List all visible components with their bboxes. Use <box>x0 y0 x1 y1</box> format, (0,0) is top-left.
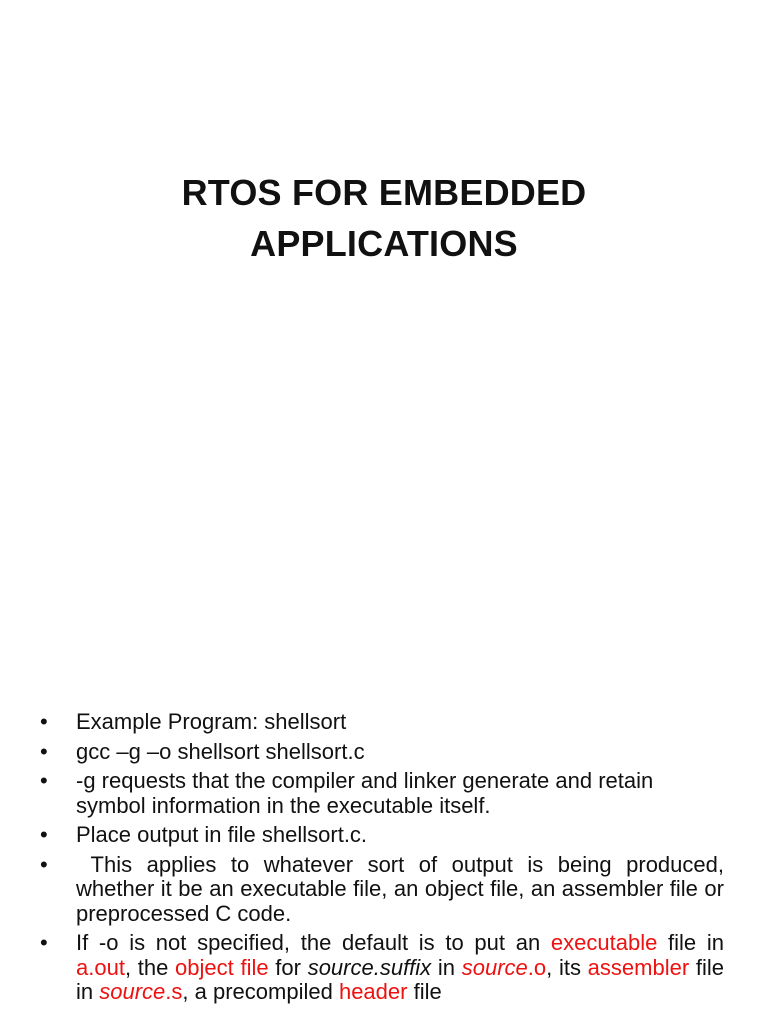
bullet-dot-icon: • <box>40 930 48 955</box>
slide-title <box>0 167 768 269</box>
bullet-item <box>40 851 731 927</box>
text-run: file <box>407 979 442 1004</box>
bullet-item <box>40 769 724 818</box>
highlight-header: header <box>338 979 408 1004</box>
highlight-source-2: source <box>99 979 166 1004</box>
text-run: , its <box>546 954 588 980</box>
bullet-text: -g requests that the compiler and linker generate and retain symbol information in the executable itself. <box>76 768 654 818</box>
bullet-dot-icon: • <box>40 768 48 793</box>
text-run: file in <box>76 954 724 1004</box>
bullet-text: Place output in file shellsort.c. <box>76 822 368 847</box>
text-run: in <box>431 954 462 980</box>
highlight-source: source <box>461 954 528 980</box>
highlight-dot-s: .s <box>165 979 183 1004</box>
bullet-dot-icon: • <box>40 822 48 847</box>
bullet-text: gcc –g –o shellsort shellsort.c <box>76 738 365 764</box>
bullet-item <box>40 710 724 735</box>
text-run: for <box>268 954 308 980</box>
highlight-assembler: assembler <box>587 954 690 980</box>
title-line-2: APPLICATIONS <box>250 223 518 264</box>
bullet-item <box>40 931 724 1005</box>
highlight-dot-o: .o <box>527 954 547 980</box>
bullet-list <box>40 709 731 1010</box>
italic-source-suffix: source.suffix <box>307 954 432 980</box>
text-run: , the <box>124 954 176 980</box>
bullet-text: Example Program: shellsort <box>76 709 347 734</box>
bullet-dot-icon: • <box>40 851 48 877</box>
bullet-dot-icon: • <box>40 738 48 764</box>
bullet-item <box>40 740 724 765</box>
highlight-executable: executable <box>550 930 658 955</box>
text-run: , a precompiled <box>182 979 339 1004</box>
highlight-a-out: a.out <box>76 954 125 980</box>
bullet-item <box>40 823 724 848</box>
title-line-1: RTOS FOR EMBEDDED <box>181 172 587 213</box>
bullet-text: This applies to whatever sort of output is being produced, whether it be an executable file, an object file, an assembler file or preprocessed C code. <box>76 851 731 926</box>
highlight-object-file: object file <box>175 954 269 980</box>
text-run: If -o is not specified, the default is to put an <box>76 930 551 955</box>
text-run: file in <box>657 930 724 955</box>
bullet-text <box>76 930 724 1004</box>
bullet-dot-icon: • <box>40 709 48 734</box>
